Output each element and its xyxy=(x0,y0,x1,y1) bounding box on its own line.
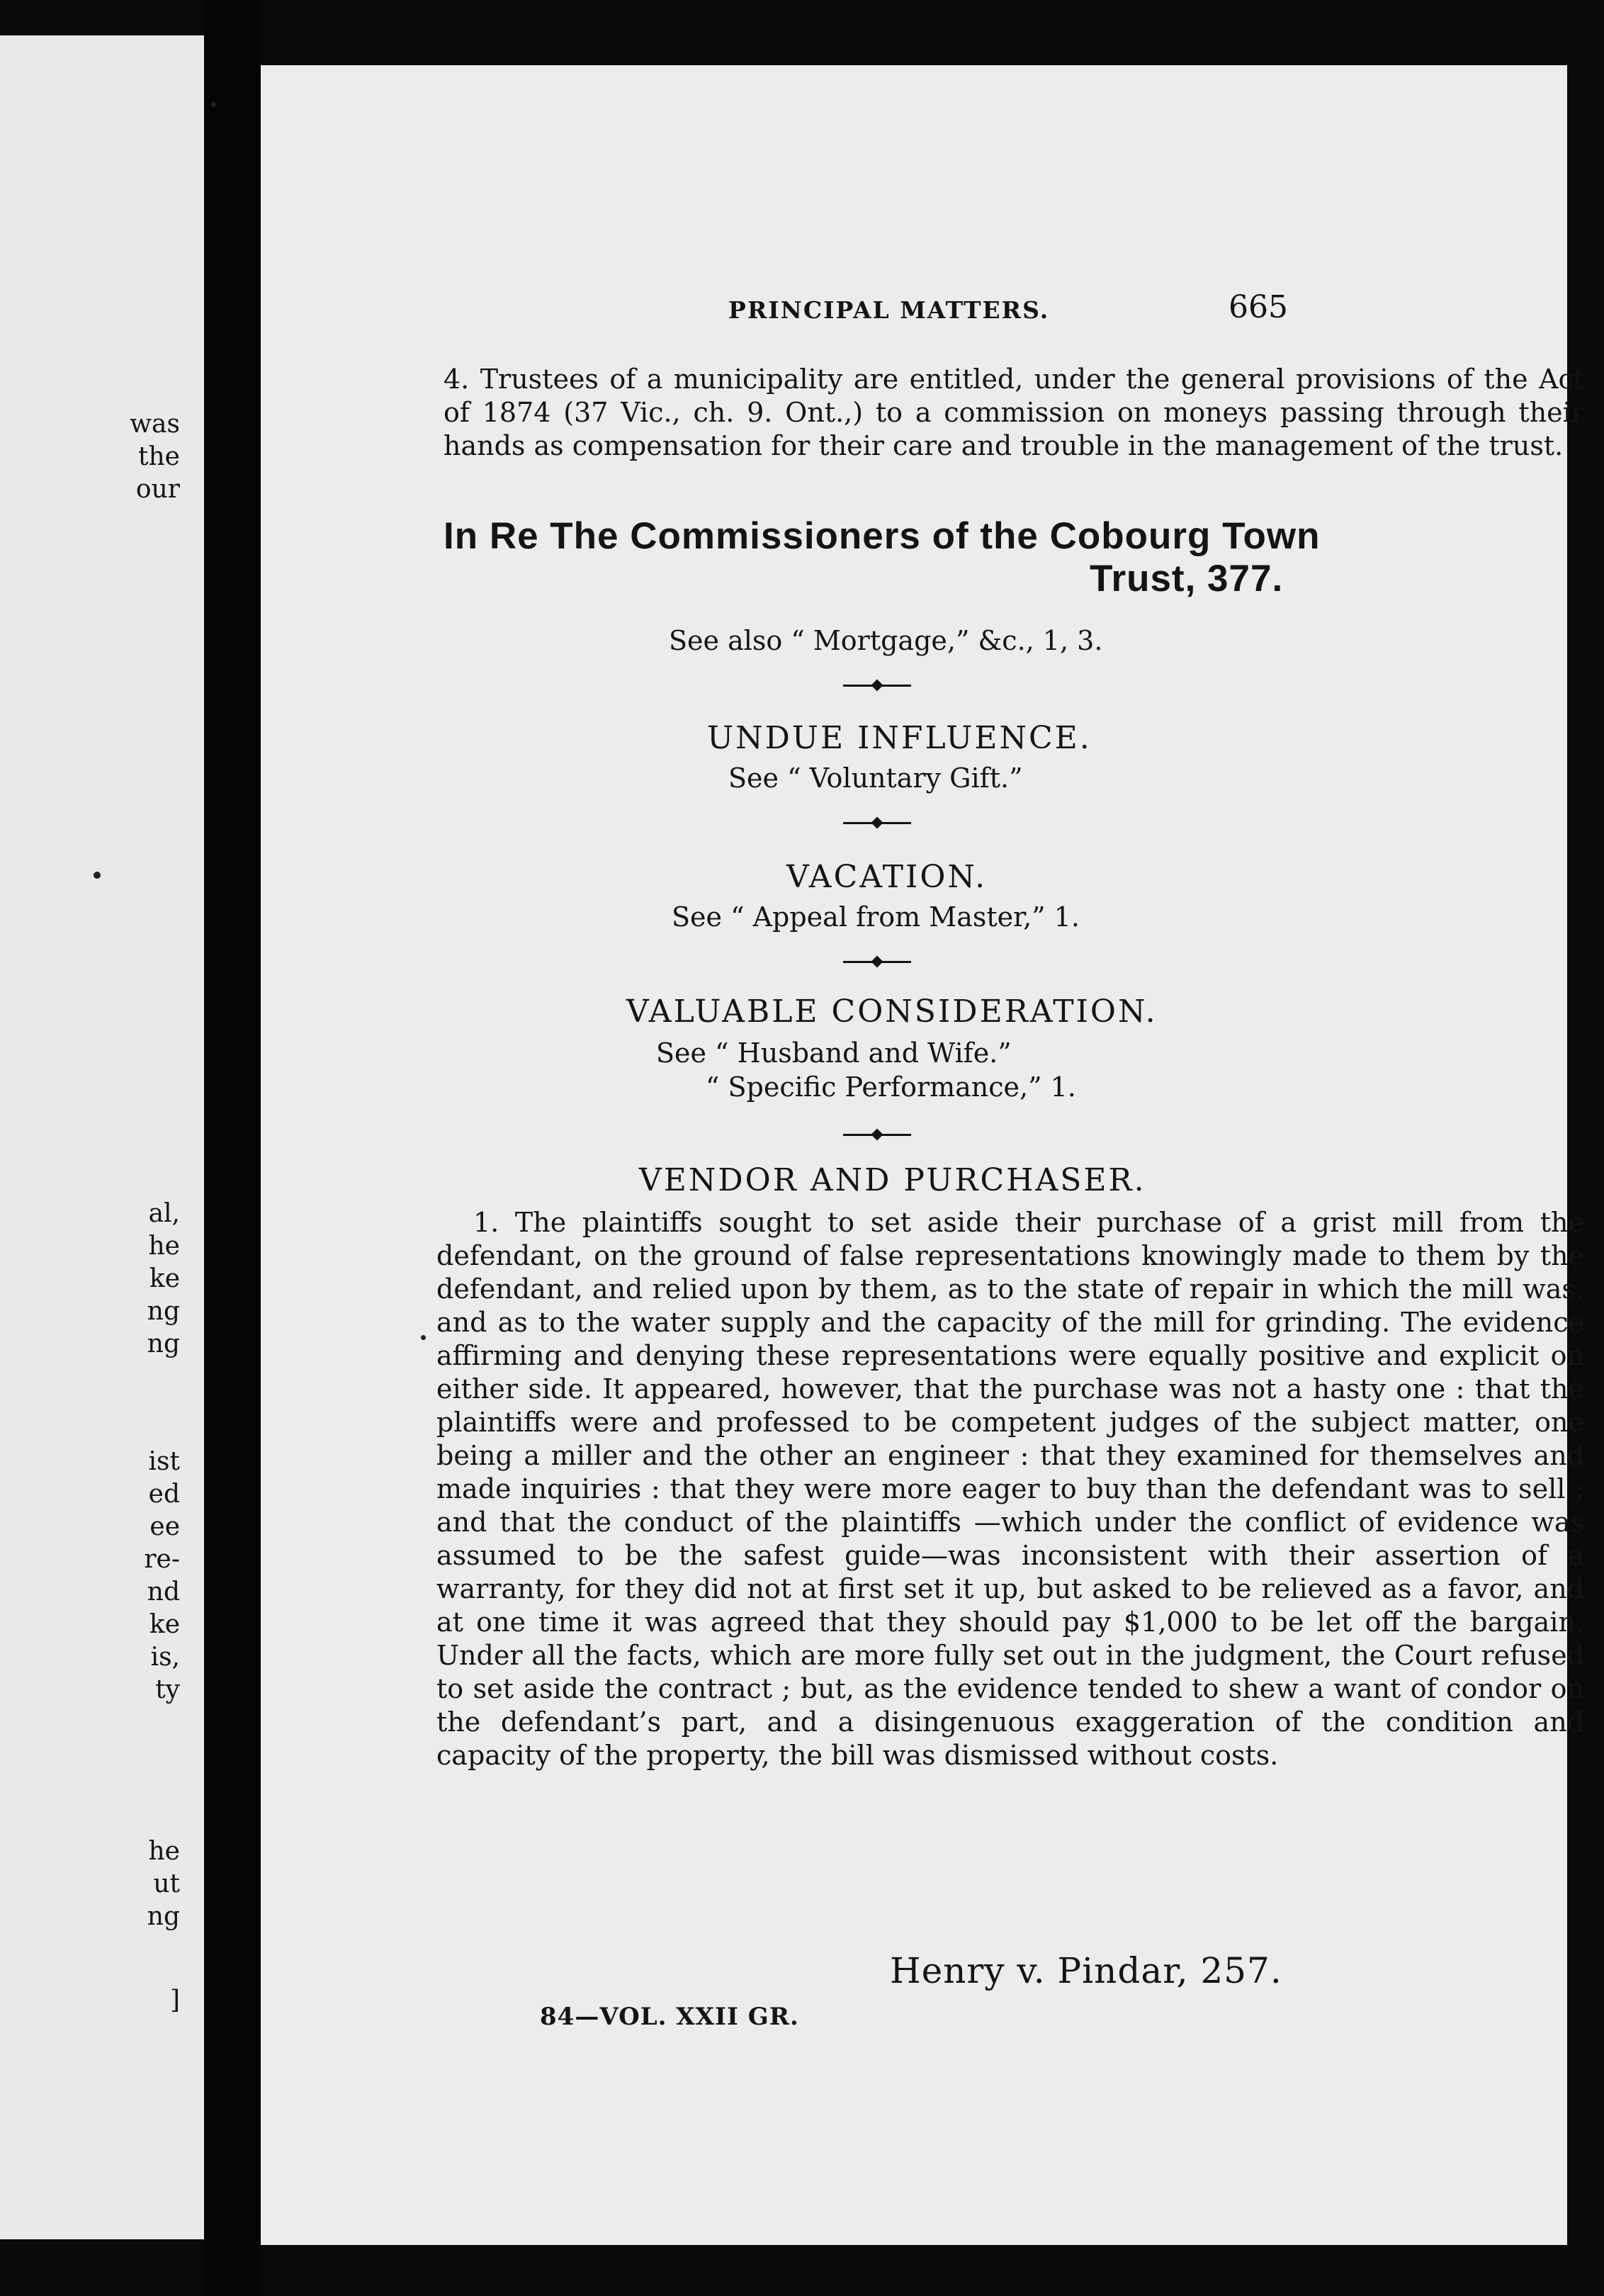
left-page-fragment: ee xyxy=(149,1512,180,1541)
section-divider xyxy=(843,1134,911,1136)
case-citation-henry-pindar: Henry v. Pindar, 257. xyxy=(890,1950,1282,1991)
left-facing-page xyxy=(0,35,204,2239)
left-page-fragment: ] xyxy=(169,1986,180,2015)
trustees-paragraph: 4. Trustees of a municipality are entitled, under the general provisions of the Act of 1874 (37 Vic., ch. 9. Ont.,) to a commission on moneys passing through their hands as compensation for their care and trouble in the management of the trust. xyxy=(444,364,1584,461)
left-page-fragment: our xyxy=(135,475,180,504)
left-page-fragment: ty xyxy=(155,1675,180,1704)
heading-vacation: VACATION. xyxy=(786,859,988,895)
book-gutter xyxy=(204,0,261,2296)
ink-speck xyxy=(94,872,101,879)
left-page-fragment: ed xyxy=(148,1480,180,1509)
page-number: 665 xyxy=(1229,289,1288,325)
left-page-fragment: the xyxy=(138,442,180,471)
running-head: PRINCIPAL MATTERS. xyxy=(728,296,1050,324)
see-also-mortgage: See also “ Mortgage,” &c., 1, 3. xyxy=(669,625,1103,656)
left-page-fragment: ke xyxy=(149,1264,180,1293)
left-page-fragment: he xyxy=(148,1837,180,1866)
left-page-fragment: he xyxy=(148,1232,180,1261)
section-divider xyxy=(843,961,911,963)
left-page-fragment: ng xyxy=(147,1902,180,1931)
see-voluntary-gift: See “ Voluntary Gift.” xyxy=(728,762,1023,794)
ink-speck xyxy=(211,102,216,107)
left-page-fragment: ist xyxy=(148,1447,180,1476)
heading-undue-influence: UNDUE INFLUENCE. xyxy=(707,720,1092,756)
case-citation-cobourg: In Re The Commissioners of the Cobourg Town xyxy=(444,515,1321,557)
see-appeal-from-master: See “ Appeal from Master,” 1. xyxy=(672,901,1080,933)
case-citation-cobourg-continued: Trust, 377. xyxy=(1090,558,1284,600)
left-page-fragment: ng xyxy=(147,1297,180,1326)
left-page-fragment: is, xyxy=(150,1643,180,1672)
left-page-fragment: ut xyxy=(153,1869,180,1898)
section-divider xyxy=(843,685,911,687)
left-page-fragment: al, xyxy=(148,1199,180,1228)
vendor-purchaser-paragraph: 1. The plaintiffs sought to set aside their purchase of a grist mill from the defendant, on the ground of false representations knowingly made to them by the defendant, and relied upon by them, as to the state of repair in which the mill was, and as to the water supply and the capacity of the mill for grinding. The evidence affirming and denying these representations were equally positive and explicit on either side. It appeared, however, that the purchase was not a hasty one : that the plaintiffs were and professed to be competent judges of the subject matter, one being a miller and the other an engineer : that they examined for themselves and made inquiries : that they were more eager to buy than the defendant was to sell ; and that the conduct of the plaintiffs —which under the conflict of evidence was assumed to be the safest guide—was inconsistent with their assertion of a warranty, for they did not at first set it up, but asked to be relieved as a favor, and at one time it was agreed that they should pay $1,000 to be let off the bargain. Under all the facts, which are more fully set out in the judgment, the Court refused to set aside the contract ; but, as the evidence tended to shew a want of condor on the defendant’s part, and a disingenuous exaggeration of the condition and capacity of the property, the bill was dismissed without costs. xyxy=(436,1207,1584,1771)
left-page-fragment: ke xyxy=(149,1610,180,1639)
heading-valuable-consideration: VALUABLE CONSIDERATION. xyxy=(626,994,1158,1030)
heading-vendor-and-purchaser: VENDOR AND PURCHASER. xyxy=(639,1162,1146,1198)
right-page xyxy=(261,65,1584,2245)
left-page-fragment: ng xyxy=(147,1329,180,1358)
see-specific-performance: “ Specific Performance,” 1. xyxy=(706,1071,1076,1103)
ink-speck xyxy=(421,1335,426,1340)
left-page-fragment: re- xyxy=(144,1545,180,1574)
see-husband-and-wife: See “ Husband and Wife.” xyxy=(656,1037,1012,1069)
section-divider xyxy=(843,822,911,824)
left-page-fragment: nd xyxy=(147,1577,180,1606)
signature-mark: 84—VOL. XXII GR. xyxy=(540,2003,799,2031)
left-page-fragment: was xyxy=(130,410,180,439)
